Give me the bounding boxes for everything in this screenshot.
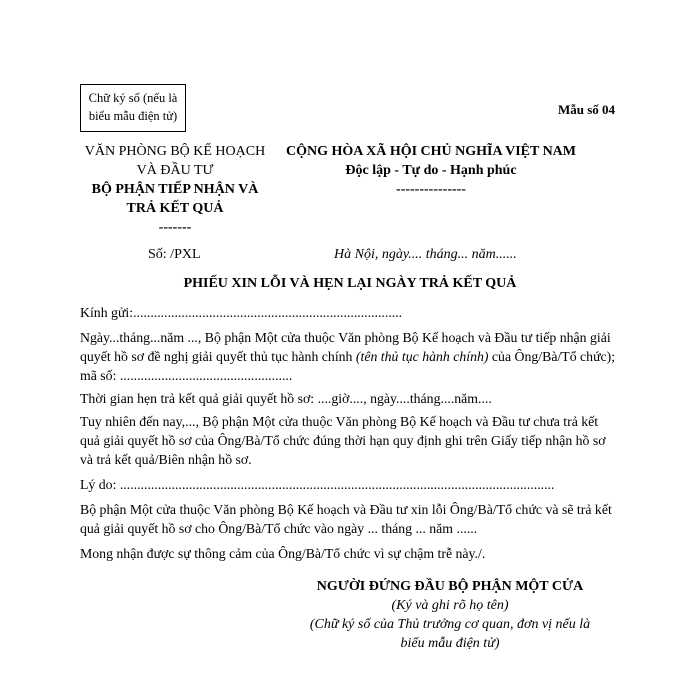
paragraph-delay-text: Tuy nhiên đến nay,..., Bộ phận Một cửa thuộc Văn phòng Bộ Kế hoạch và Đầu tư chưa trả kết quả giải quyết hồ sơ của Ông/Bà/Tổ chức đúng thời hạn quy định ghi trên Giấy tiếp nhận hồ sơ và trả kết quả/Biên nhận hồ sơ.: [80, 414, 606, 467]
agency-line3: BỘ PHẬN TIẾP NHẬN VÀ: [91, 182, 259, 197]
agency-line2: VÀ ĐẦU TƯ: [136, 163, 214, 178]
paragraph-closing-text: Mong nhận được sự thông cảm của Ông/Bà/Tổ chức vì sự chậm trễ này./.: [80, 546, 486, 561]
signature-note1: (Ký và ghi rõ họ tên): [391, 598, 509, 613]
national-title: CỘNG HÒA XÃ HỘI CHỦ NGHĨA VIỆT NAM: [285, 144, 576, 159]
national-motto: Độc lập - Tự do - Hạnh phúc: [345, 163, 517, 178]
paragraph-receipt-text-b: của Ông/Bà/Tổ chức); mã số: ..................................................: [80, 349, 616, 383]
paragraph-delay: [80, 412, 617, 469]
signature-block: [290, 577, 610, 653]
paragraph-receipt-text-a: Ngày...tháng...năm ..., Bộ phận Một cửa thuộc Văn phòng Bộ Kế hoạch và Đầu tư tiếp nhận giải quyết hồ sơ đề nghị giải quyết thủ tục hành chính: [80, 330, 611, 364]
place-and-date: Hà Nội, ngày.... tháng... năm......: [334, 247, 517, 262]
agency-line1: VĂN PHÒNG BỘ KẾ HOẠCH: [84, 144, 266, 159]
agency-line4: TRẢ KẾT QUẢ: [126, 201, 224, 216]
addressee-text: Kính gửi:..............................................................................: [80, 305, 403, 320]
paragraph-appointment-text: Thời gian hẹn trả kết quả giải quyết hồ sơ: ....giờ...., ngày....tháng....năm....: [80, 391, 492, 406]
reason-text: Lý do: ..............................................................................................................................: [80, 477, 555, 492]
document-title: PHIẾU XIN LỖI VÀ HẸN LẠI NGÀY TRẢ KẾT QUẢ: [183, 276, 517, 291]
national-divider: ---------------: [396, 182, 466, 197]
national-header: [266, 142, 596, 199]
addressee-line: [80, 303, 617, 322]
paragraph-receipt: [80, 328, 617, 385]
digital-signature-box: [80, 84, 186, 132]
agency-header: [60, 142, 290, 237]
agency-divider: -------: [158, 220, 192, 235]
form-number: Mẫu số 04: [557, 102, 615, 117]
signature-box-line2: biểu mẫu điện tử): [88, 109, 178, 123]
paragraph-apology: [80, 500, 617, 538]
signatory-title: NGƯỜI ĐỨNG ĐẦU BỘ PHẬN MỘT CỬA: [316, 579, 584, 594]
paragraph-apology-text: Bộ phận Một cửa thuộc Văn phòng Bộ Kế hoạch và Đầu tư xin lỗi Ông/Bà/Tổ chức và sẽ trả kết quả giải quyết hồ sơ cho Ông/Bà/Tổ chức vào ngày ... tháng ... năm ......: [80, 502, 612, 536]
signature-box-line1: Chữ ký số (nếu là: [88, 91, 178, 105]
reason-line: [80, 475, 617, 494]
signature-note2: (Chữ ký số của Thủ trưởng cơ quan, đơn vị nếu là: [309, 617, 591, 632]
paragraph-appointment: [80, 389, 617, 408]
paragraph-closing: [80, 544, 617, 563]
signature-note3: biểu mẫu điện tử): [400, 636, 500, 651]
procedure-name-placeholder: (tên thủ tục hành chính): [355, 349, 489, 364]
document-number: Số: /PXL: [148, 247, 201, 262]
